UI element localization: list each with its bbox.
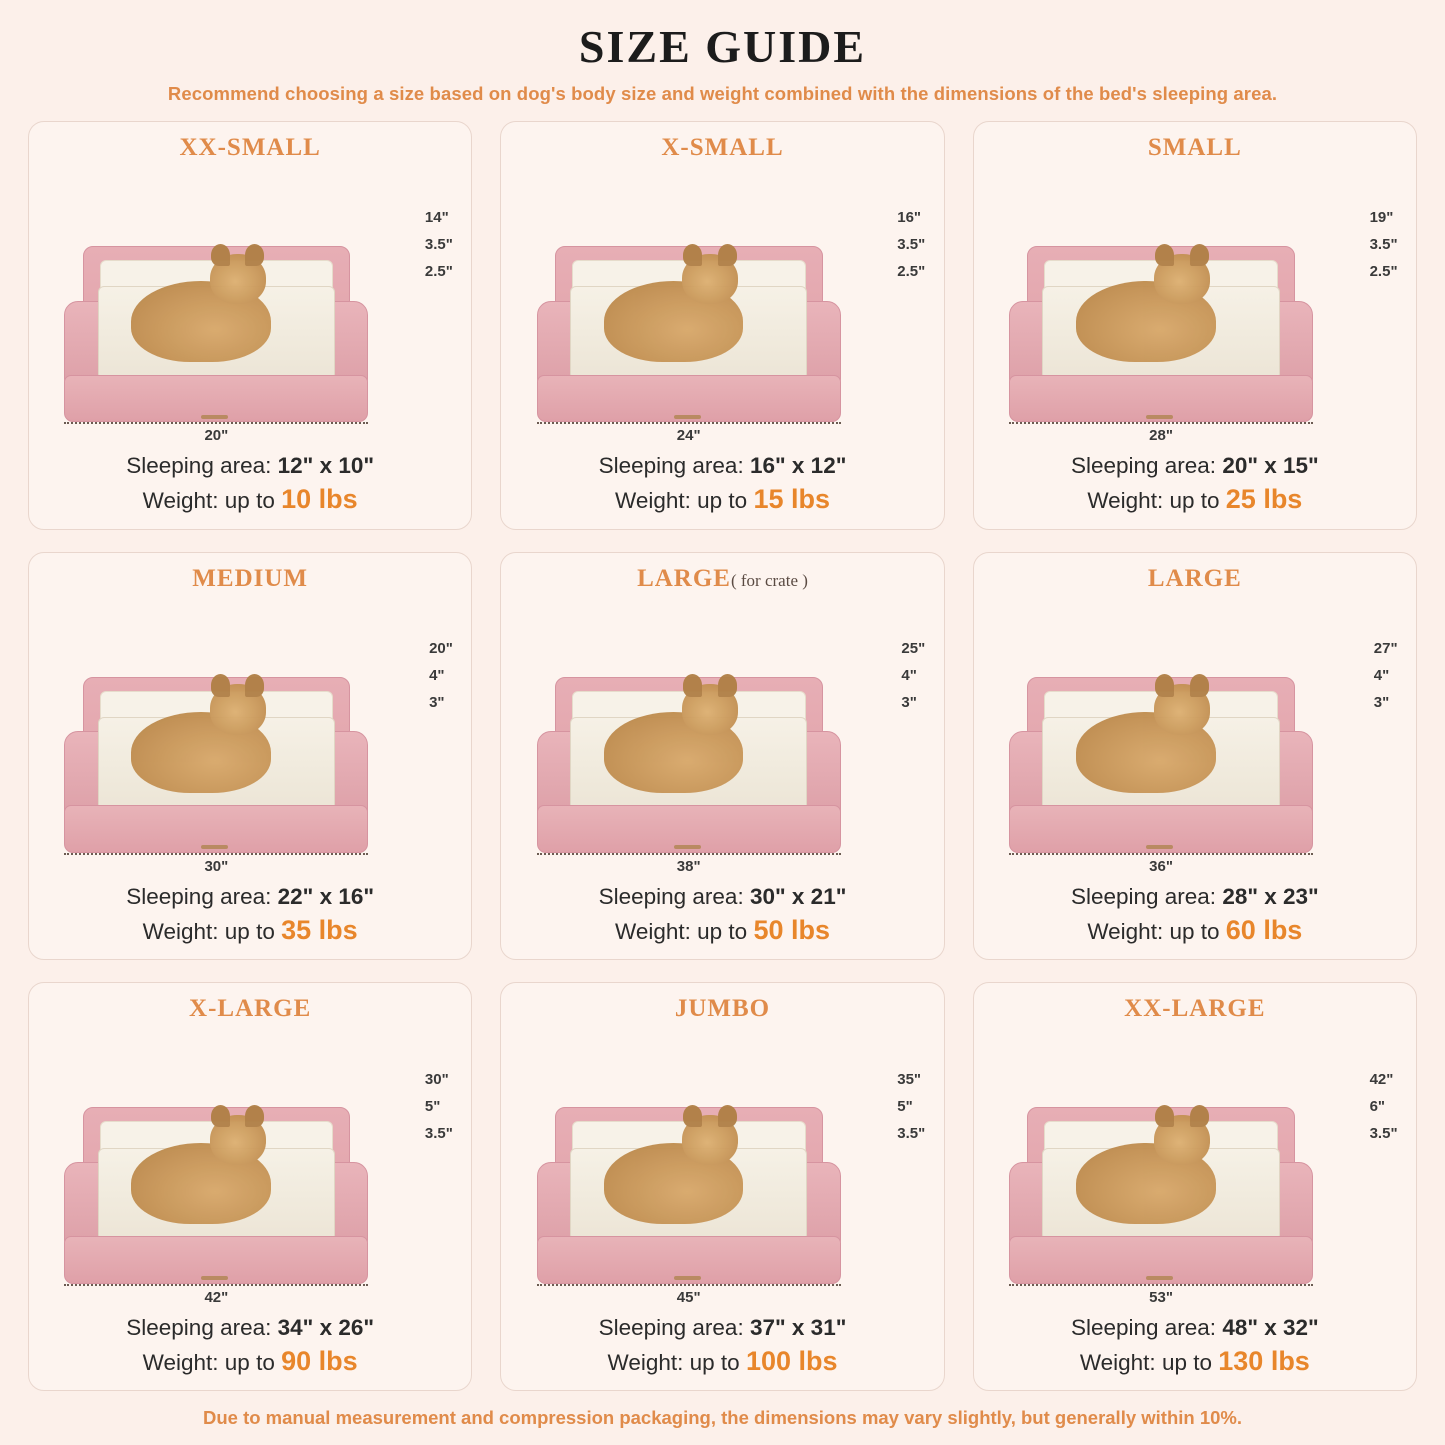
- dog-bed-graphic: [1009, 1107, 1313, 1283]
- sleeping-area-label: Sleeping area:: [598, 1314, 744, 1340]
- size-name: XX-SMALL: [179, 134, 321, 161]
- size-card-title: [1148, 565, 1242, 593]
- bed-illustration: [39, 1025, 461, 1309]
- dog-illustration: [1076, 712, 1216, 793]
- dog-bed-graphic: [64, 246, 368, 422]
- size-card-grid: [26, 121, 1419, 1391]
- footer-note: Due to manual measurement and compression packaging, the dimensions may vary slightly, but generally within 10%.: [202, 1407, 1243, 1428]
- dog-ear-right: [1190, 244, 1209, 266]
- dog-ear-right: [245, 1105, 264, 1127]
- depth-dimension: 35": [897, 1070, 922, 1088]
- sleeping-area-line: [39, 450, 461, 481]
- width-dimension: 38": [537, 853, 841, 875]
- size-card-title: [179, 134, 320, 162]
- dog-illustration: [1076, 281, 1216, 362]
- dog-bed-graphic: [64, 677, 368, 853]
- width-dimension: 42": [64, 1284, 368, 1306]
- size-specs: [511, 450, 933, 518]
- sleeping-area-label: Sleeping area:: [598, 884, 744, 910]
- bolster-height-dimension: 3.5": [1369, 236, 1398, 254]
- weight-line: [984, 481, 1406, 518]
- dog-head: [210, 684, 266, 734]
- dog-head: [210, 254, 266, 304]
- weight-value: 25 lbs: [1225, 484, 1303, 515]
- sleeping-area-value: 48" x 32": [1222, 1314, 1319, 1340]
- dog-ear-left: [211, 244, 230, 266]
- weight-label: Weight:: [142, 488, 219, 514]
- dog-ear-left: [683, 1105, 702, 1127]
- vertical-dimensions: [901, 640, 925, 711]
- vertical-dimensions: [425, 1071, 453, 1142]
- sleeping-area-line: [984, 881, 1406, 912]
- brand-tag: [674, 415, 701, 419]
- bolster-height-dimension: 5": [424, 1097, 441, 1115]
- size-card: [973, 982, 1417, 1391]
- page-title: SIZE GUIDE: [578, 21, 867, 72]
- mattress-height-dimension: 2.5": [1369, 263, 1398, 281]
- bed-base: [64, 805, 368, 853]
- sleeping-area-line: [511, 1312, 933, 1343]
- dog-ear-left: [211, 1105, 230, 1127]
- weight-qualifier: up to: [697, 488, 748, 514]
- bed-illustration: [511, 1025, 933, 1309]
- sleeping-area-value: 30" x 21": [749, 884, 847, 910]
- vertical-dimensions: [429, 640, 453, 711]
- sleeping-area-value: 37" x 31": [749, 1314, 847, 1340]
- weight-line: [984, 912, 1406, 949]
- bed-illustration: [511, 164, 933, 448]
- dog-ear-left: [1155, 244, 1174, 266]
- dog-ear-left: [1155, 674, 1174, 696]
- vertical-dimensions: [1374, 640, 1398, 711]
- size-card: [28, 982, 472, 1391]
- size-specs: [984, 1312, 1406, 1380]
- bed-illustration: [511, 595, 933, 879]
- dog-ear-right: [245, 674, 264, 696]
- size-name: LARGE: [1147, 564, 1242, 592]
- weight-value: 130 lbs: [1218, 1345, 1310, 1376]
- dog-bed-graphic: [537, 1107, 841, 1283]
- dog-illustration: [604, 1143, 744, 1224]
- size-card: [28, 121, 472, 530]
- bed-illustration: [984, 595, 1406, 879]
- weight-label: Weight:: [1087, 488, 1164, 514]
- dog-head: [1154, 254, 1210, 304]
- sleeping-area-label: Sleeping area:: [126, 453, 272, 479]
- dog-bed-graphic: [537, 677, 841, 853]
- bed-illustration: [39, 164, 461, 448]
- dog-illustration: [604, 281, 744, 362]
- dog-ear-right: [718, 244, 737, 266]
- bolster-height-dimension: 5": [897, 1097, 913, 1115]
- size-card-title: [675, 995, 770, 1023]
- dog-ear-left: [1155, 1105, 1174, 1127]
- bed-base: [537, 1236, 841, 1284]
- sleeping-area-label: Sleeping area:: [126, 884, 272, 910]
- sleeping-area-label: Sleeping area:: [126, 1314, 272, 1340]
- weight-label: Weight:: [142, 1349, 219, 1375]
- size-card-title: [189, 995, 311, 1023]
- depth-dimension: 20": [429, 640, 453, 658]
- width-dimension: 36": [1009, 853, 1313, 875]
- dog-illustration: [131, 1143, 271, 1224]
- sleeping-area-value: 20" x 15": [1222, 453, 1319, 479]
- width-dimension: 20": [64, 422, 368, 444]
- size-specs: [39, 450, 461, 518]
- bolster-height-dimension: 3.5": [424, 236, 453, 254]
- brand-tag: [1146, 845, 1173, 849]
- dog-bed-graphic: [537, 246, 841, 422]
- dog-bed-graphic: [1009, 246, 1313, 422]
- dog-head: [682, 1115, 738, 1165]
- weight-value: 35 lbs: [281, 915, 358, 946]
- weight-value: 10 lbs: [281, 484, 358, 515]
- size-specs: [39, 881, 461, 949]
- brand-tag: [674, 1276, 701, 1280]
- weight-qualifier: up to: [224, 919, 275, 945]
- dog-head: [682, 684, 738, 734]
- dog-illustration: [131, 712, 271, 793]
- mattress-height-dimension: 3.5": [1369, 1124, 1398, 1142]
- size-name: X-SMALL: [661, 134, 784, 161]
- brand-tag: [201, 415, 228, 419]
- size-specs: [984, 450, 1406, 518]
- bed-base: [537, 805, 841, 853]
- weight-value: 60 lbs: [1225, 915, 1303, 946]
- size-card: [500, 121, 944, 530]
- sleeping-area-value: 22" x 16": [277, 884, 375, 910]
- weight-label: Weight:: [142, 919, 219, 945]
- weight-value: 15 lbs: [753, 484, 830, 515]
- vertical-dimensions: [425, 209, 453, 280]
- size-card-title: [661, 134, 783, 162]
- sleeping-area-value: 34" x 26": [277, 1314, 375, 1340]
- bed-illustration: [39, 595, 461, 879]
- weight-qualifier: up to: [1161, 1349, 1212, 1375]
- dog-ear-right: [245, 244, 264, 266]
- depth-dimension: 30": [424, 1070, 449, 1088]
- sleeping-area-value: 12" x 10": [277, 453, 375, 479]
- size-card-title: [637, 565, 808, 593]
- weight-qualifier: up to: [689, 1349, 740, 1375]
- mattress-height-dimension: 3": [901, 694, 917, 712]
- bed-illustration: [984, 1025, 1406, 1309]
- bed-base: [1009, 805, 1313, 853]
- sleeping-area-label: Sleeping area:: [1070, 1314, 1217, 1340]
- depth-dimension: 14": [424, 209, 449, 227]
- weight-line: [39, 1343, 461, 1380]
- dog-ear-left: [683, 244, 702, 266]
- dog-ear-right: [718, 674, 737, 696]
- sleeping-area-label: Sleeping area:: [1070, 453, 1217, 479]
- weight-qualifier: up to: [1169, 919, 1220, 945]
- weight-qualifier: up to: [224, 488, 275, 514]
- size-name: JUMBO: [674, 995, 771, 1023]
- dog-ear-right: [718, 1105, 737, 1127]
- size-specs: [39, 1312, 461, 1380]
- bolster-height-dimension: 4": [901, 667, 917, 685]
- bolster-height-dimension: 6": [1369, 1097, 1386, 1115]
- vertical-dimensions: [897, 1071, 925, 1142]
- sleeping-area-line: [39, 881, 461, 912]
- sleeping-area-label: Sleeping area:: [1070, 884, 1217, 910]
- size-card-title: [1148, 134, 1242, 162]
- depth-dimension: 25": [901, 640, 926, 658]
- dog-head: [1154, 1115, 1210, 1165]
- brand-tag: [201, 1276, 228, 1280]
- bed-base: [537, 375, 841, 423]
- weight-qualifier: up to: [224, 1349, 275, 1375]
- size-card-title: [192, 565, 308, 593]
- weight-line: [511, 912, 933, 949]
- sleeping-area-value: 16" x 12": [749, 453, 847, 479]
- sleeping-area-line: [39, 1312, 461, 1343]
- width-dimension: 45": [537, 1284, 841, 1306]
- dog-ear-right: [1190, 674, 1209, 696]
- bed-base: [1009, 1236, 1313, 1284]
- size-specs: [984, 881, 1406, 949]
- brand-tag: [1146, 415, 1173, 419]
- dog-bed-graphic: [64, 1107, 368, 1283]
- page-subtitle: Recommend choosing a size based on dog's body size and weight combined with the dimensions of the bed's sleeping area.: [167, 83, 1278, 104]
- dog-head: [1154, 684, 1210, 734]
- bolster-height-dimension: 3.5": [897, 236, 926, 254]
- bolster-height-dimension: 4": [429, 667, 445, 685]
- bed-base: [1009, 375, 1313, 423]
- size-card: [973, 552, 1417, 961]
- size-specs: [511, 881, 933, 949]
- weight-line: [511, 481, 933, 518]
- width-dimension: 28": [1009, 422, 1313, 444]
- size-card: [500, 552, 944, 961]
- sleeping-area-line: [984, 1312, 1406, 1343]
- bed-base: [64, 375, 368, 423]
- dog-ear-left: [211, 674, 230, 696]
- mattress-height-dimension: 2.5": [897, 263, 926, 281]
- size-name: MEDIUM: [192, 564, 309, 592]
- mattress-height-dimension: 2.5": [424, 263, 453, 281]
- depth-dimension: 42": [1369, 1070, 1394, 1088]
- mattress-height-dimension: 3.5": [424, 1124, 453, 1142]
- dog-illustration: [1076, 1143, 1216, 1224]
- weight-label: Weight:: [607, 1349, 684, 1375]
- width-dimension: 24": [537, 422, 841, 444]
- dog-ear-left: [683, 674, 702, 696]
- vertical-dimensions: [1370, 209, 1398, 280]
- sleeping-area-value: 28" x 23": [1222, 884, 1319, 910]
- size-card-title: [1124, 995, 1265, 1023]
- weight-value: 90 lbs: [281, 1345, 358, 1376]
- weight-line: [984, 1343, 1406, 1380]
- weight-value: 50 lbs: [753, 915, 830, 946]
- vertical-dimensions: [1370, 1071, 1398, 1142]
- brand-tag: [201, 845, 228, 849]
- weight-qualifier: up to: [1169, 488, 1220, 514]
- weight-label: Weight:: [1087, 919, 1164, 945]
- weight-line: [39, 481, 461, 518]
- bed-base: [64, 1236, 368, 1284]
- weight-label: Weight:: [614, 488, 691, 514]
- size-card: [28, 552, 472, 961]
- weight-line: [39, 912, 461, 949]
- brand-tag: [1146, 1276, 1173, 1280]
- dog-head: [210, 1115, 266, 1165]
- sleeping-area-line: [984, 450, 1406, 481]
- dog-illustration: [131, 281, 271, 362]
- weight-qualifier: up to: [697, 919, 748, 945]
- dog-bed-graphic: [1009, 677, 1313, 853]
- dog-illustration: [604, 712, 744, 793]
- dog-head: [682, 254, 738, 304]
- size-note: ( for crate ): [730, 570, 808, 590]
- width-dimension: 53": [1009, 1284, 1313, 1306]
- weight-line: [511, 1343, 933, 1380]
- bed-illustration: [984, 164, 1406, 448]
- weight-value: 100 lbs: [745, 1345, 838, 1376]
- sleeping-area-label: Sleeping area:: [598, 453, 744, 479]
- mattress-height-dimension: 3": [1373, 694, 1390, 712]
- depth-dimension: 27": [1373, 640, 1398, 658]
- weight-label: Weight:: [614, 919, 691, 945]
- depth-dimension: 16": [897, 209, 922, 227]
- size-name: X-LARGE: [189, 995, 312, 1023]
- size-name: SMALL: [1147, 134, 1242, 161]
- size-card: [500, 982, 944, 1391]
- size-name: XX-LARGE: [1124, 995, 1266, 1023]
- size-name: LARGE: [637, 564, 731, 592]
- brand-tag: [674, 845, 701, 849]
- vertical-dimensions: [897, 209, 925, 280]
- dog-ear-right: [1190, 1105, 1209, 1127]
- sleeping-area-line: [511, 881, 933, 912]
- mattress-height-dimension: 3": [429, 694, 445, 712]
- depth-dimension: 19": [1369, 209, 1394, 227]
- size-specs: [511, 1312, 933, 1380]
- weight-label: Weight:: [1079, 1349, 1156, 1375]
- bolster-height-dimension: 4": [1373, 667, 1390, 685]
- mattress-height-dimension: 3.5": [897, 1124, 926, 1142]
- size-card: [973, 121, 1417, 530]
- sleeping-area-line: [511, 450, 933, 481]
- width-dimension: 30": [64, 853, 368, 875]
